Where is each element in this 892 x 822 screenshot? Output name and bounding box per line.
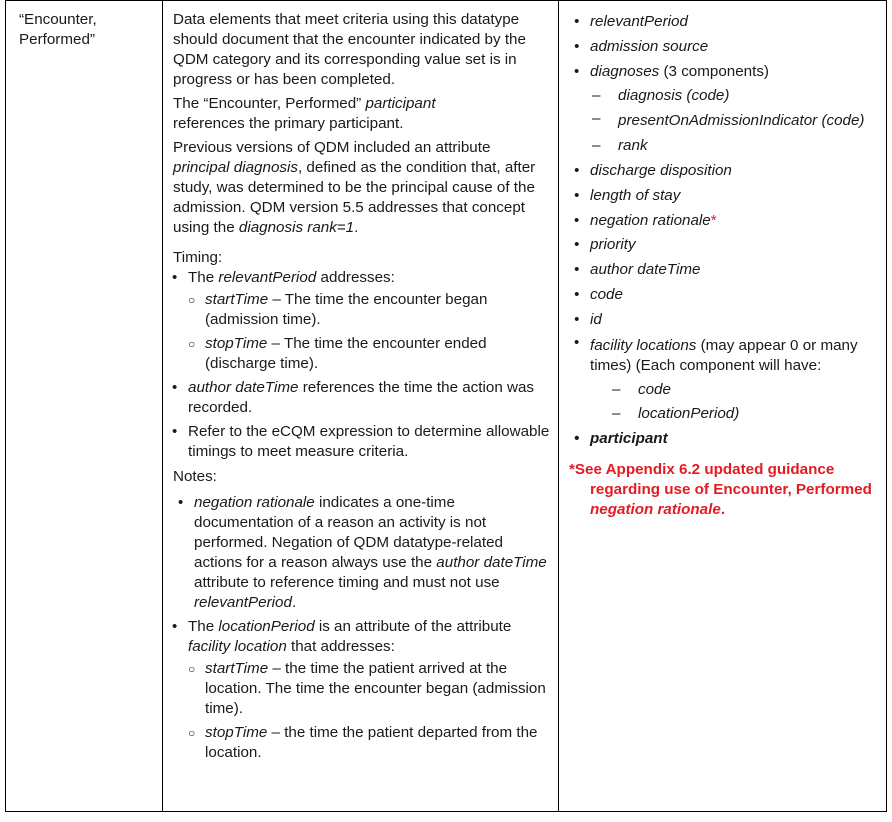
datatype-name-cell: [6, 1, 163, 812]
diagnoses-subitem-poa: – presentOnAdmissionIndicator (code): [618, 109, 880, 134]
appendix-guidance-note: *See Appendix 6.2 updated guidance regarding use of Encounter, Performed negation rationale.: [569, 460, 872, 518]
notes-item-negation: • negation rationale indicates a one-time documentation of a reason an activity is not performed. Negation of QDM datatype-related actions for a reason always use the author dateTime attribute to reference timing and must not use relevantPeriod.: [194, 493, 550, 613]
attribute-participant: • participant: [590, 427, 880, 452]
timing-item-author-datetime: • author dateTime references the time the action was recorded.: [188, 378, 550, 418]
attributes-cell: [559, 1, 887, 812]
timing-subitem-start: ○ startTime – The time the encounter began (admission time).: [205, 290, 550, 330]
timing-item-relevant-period: • The relevantPeriod addresses: ○ startTime – The time the encounter began (admission time). ○ stopTime – The time the encounter ended (discharge time).: [188, 268, 550, 374]
notes-label: Notes:: [173, 468, 217, 485]
attributes-list: [590, 10, 880, 452]
participant-paragraph: The “Encounter, Performed” participant references the primary participant.: [173, 95, 436, 132]
timing-list: [173, 268, 550, 462]
datatype-name-line2: Performed”: [19, 31, 95, 48]
diagnoses-subitem-rank: – rank: [618, 134, 880, 159]
description-cell: [163, 1, 559, 812]
location-subitem-stop: ○ stopTime – the time the patient departed from the location.: [205, 723, 550, 763]
previous-versions-paragraph: Previous versions of QDM included an attribute principal diagnosis, defined as the condition that, after study, was determined to be the principal cause of the admission. QDM version 5.5 addresses that concept using the diagnosis rank=1.: [173, 139, 536, 236]
attribute-code: • code: [590, 283, 880, 308]
timing-subitem-stop: ○ stopTime – The time the encounter ended (discharge time).: [205, 334, 550, 374]
notes-item-location-period: • The locationPeriod is an attribute of the attribute facility location that addresses: ○ startTime – the time the patient arrived at the location. The time the encounter began (admission time). ○ stopTime – the time the patient departed from the location.: [188, 617, 550, 763]
participant-term: participant: [365, 95, 436, 112]
attribute-length-of-stay: • length of stay: [590, 184, 880, 209]
attribute-discharge-disposition: • discharge disposition: [590, 159, 880, 184]
attribute-diagnoses: • diagnoses (3 components) – diagnosis (code) – presentOnAdmissionIndicator (code) – rank: [590, 60, 880, 159]
diagnoses-subitem-code: – diagnosis (code): [618, 84, 880, 109]
timing-label: Timing:: [173, 249, 223, 266]
attribute-id: • id: [590, 308, 880, 333]
facility-subitem-location-period: – locationPeriod): [638, 402, 880, 427]
attribute-relevant-period: • relevantPeriod: [590, 10, 880, 35]
attribute-admission-source: • admission source: [590, 35, 880, 60]
attribute-author-datetime: • author dateTime: [590, 258, 880, 283]
intro-paragraph: Data elements that meet criteria using this datatype should document that the encounter indicated by the QDM category and its corresponding value set is in progress or has been completed.: [173, 11, 526, 88]
negation-asterisk: *: [710, 211, 717, 229]
facility-subitem-code: – code: [638, 378, 880, 403]
notes-list: [173, 493, 550, 613]
attribute-facility-locations: • facility locations (may appear 0 or many times) (Each component will have: – code – locationPeriod): [590, 333, 880, 428]
datatype-name-line1: “Encounter,: [19, 11, 97, 28]
location-subitem-start: ○ startTime – the time the patient arrived at the location. The time the encounter began (admission time).: [205, 659, 550, 719]
attribute-negation-rationale: • negation rationale*: [590, 209, 880, 234]
attribute-priority: • priority: [590, 233, 880, 258]
datatype-table: [5, 0, 887, 812]
timing-item-ecqm: • Refer to the eCQM expression to determine allowable timings to meet measure criteria.: [188, 422, 550, 462]
table-row: [6, 1, 887, 812]
